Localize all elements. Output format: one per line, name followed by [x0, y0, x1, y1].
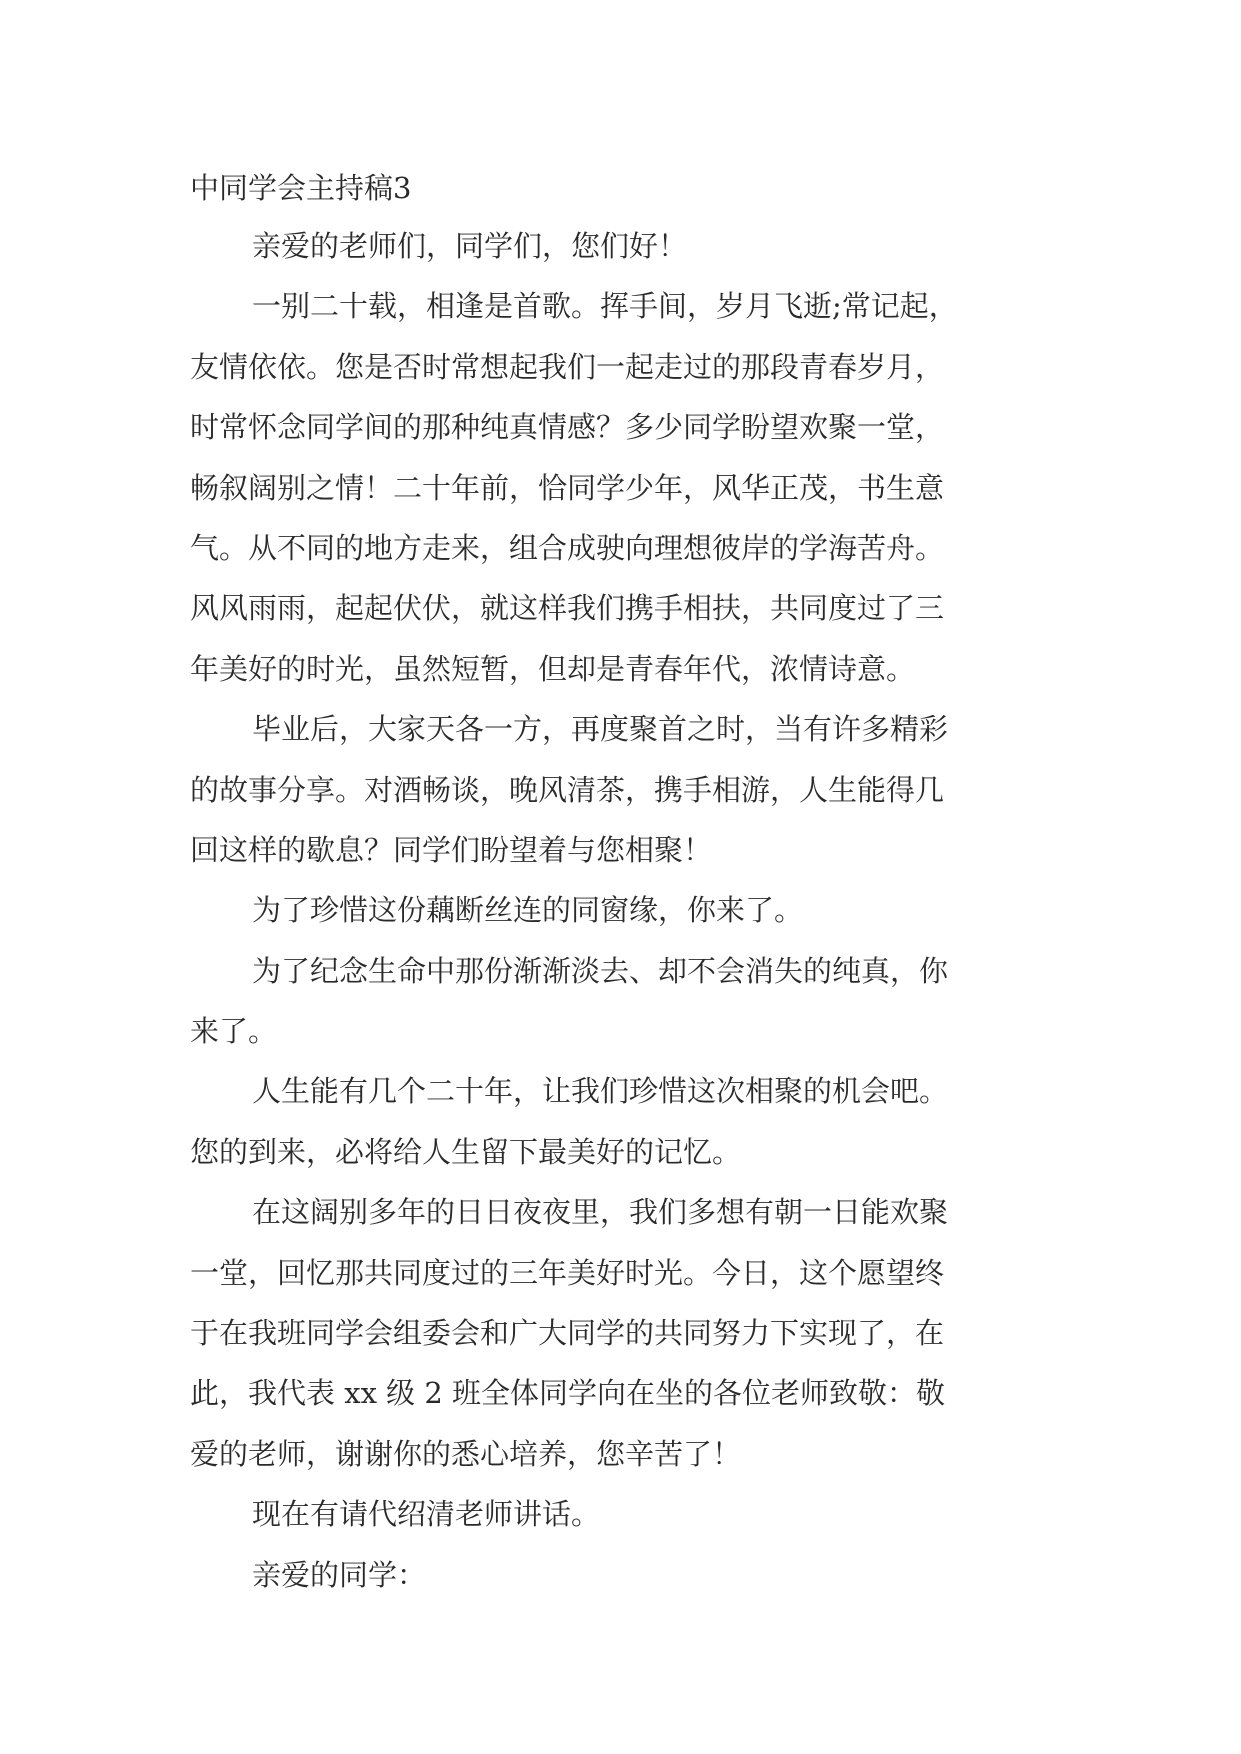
text-line: 人生能有几个二十年，让我们珍惜这次相聚的机会吧。 [252, 1074, 949, 1109]
document-body [190, 160, 1080, 1605]
text-line: 的故事分享。对酒畅谈，晚风清茶，携手相游，人生能得几 [190, 772, 945, 807]
text-line: 于在我班同学会组委会和广大同学的共同努力下实现了，在 [190, 1316, 945, 1351]
text-line: 您的到来，必将给人生留下最美好的记忆。 [190, 1134, 742, 1169]
text-line: 爱的老师，谢谢你的悉心培养，您辛苦了！ [190, 1436, 742, 1471]
document-title: 中同学会主持稿3 [190, 171, 412, 205]
text-line: 气。从不同的地方走来，组合成驶向理想彼岸的学海苦舟。 [190, 530, 945, 565]
text-line: 为了纪念生命中那份渐渐淡去、却不会消失的纯真，你 [252, 953, 949, 988]
text-line: 来了。 [190, 1014, 278, 1049]
text-line: 一别二十载，相逢是首歌。挥手间，岁月飞逝;常记起， [252, 289, 958, 324]
text-line: 友情依依。您是否时常想起我们一起走过的那段青春岁月， [190, 349, 945, 384]
text-line: 亲爱的同学： [252, 1557, 427, 1592]
text-line: 时常怀念同学间的那种纯真情感？多少同学盼望欢聚一堂， [190, 410, 945, 445]
text-line: 风风雨雨，起起伏伏，就这样我们携手相扶，共同度过了三 [190, 591, 945, 626]
text-line: 回这样的歇息？同学们盼望着与您相聚！ [190, 832, 713, 867]
text-line: 毕业后，大家天各一方，再度聚首之时，当有许多精彩 [252, 712, 949, 747]
text-line: 此，我代表 xx 级 2 班全体同学向在坐的各位老师致敬：敬 [190, 1376, 946, 1411]
document-text [190, 216, 1080, 1605]
text-line: 现在有请代绍清老师讲话。 [252, 1497, 601, 1532]
text-line: 年美好的时光，虽然短暂，但却是青春年代，浓情诗意。 [190, 651, 916, 686]
text-line: 一堂，回忆那共同度过的三年美好时光。今日，这个愿望终 [190, 1255, 945, 1290]
text-line: 亲爱的老师们，同学们，您们好！ [252, 229, 688, 263]
text-line: 在这阔别多年的日日夜夜里，我们多想有朝一日能欢聚 [252, 1195, 949, 1230]
text-line: 为了珍惜这份藕断丝连的同窗缘，你来了。 [252, 893, 804, 928]
text-line: 畅叙阔别之情！二十年前，恰同学少年，风华正茂，书生意 [190, 470, 945, 505]
